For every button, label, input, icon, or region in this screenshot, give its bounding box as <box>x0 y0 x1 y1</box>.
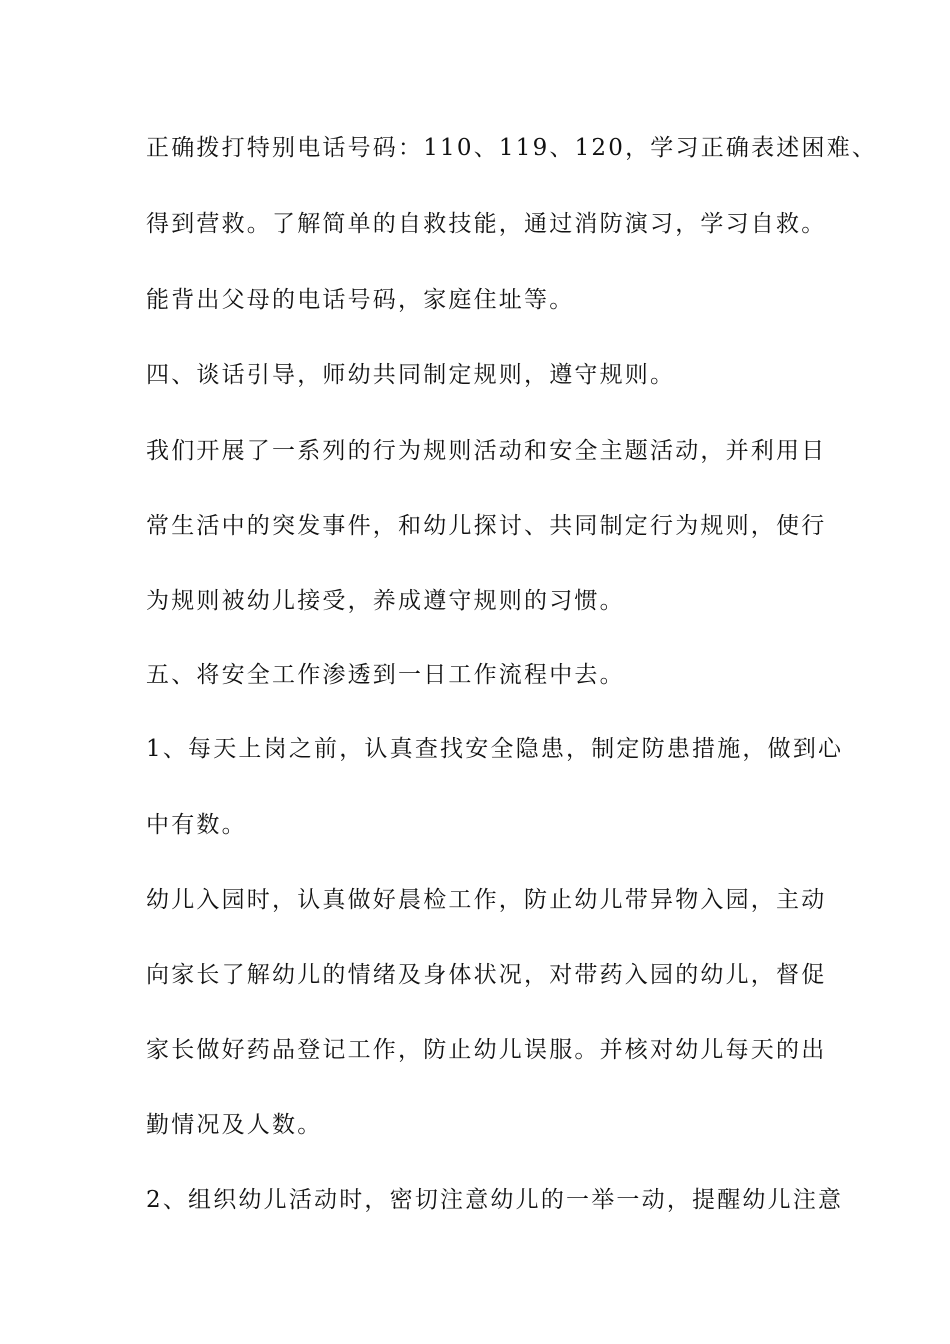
text-line-6: 常生活中的突发事件，和幼儿探讨、共同制定行为规则，使行 <box>146 513 827 539</box>
text-line-2: 得到营救。了解简单的自救技能，通过消防演习，学习自救。 <box>146 211 827 237</box>
text-line-3: 能背出父母的电话号码，家庭住址等。 <box>146 287 575 313</box>
section-heading-5: 五、将安全工作渗透到一日工作流程中去。 <box>146 662 625 688</box>
text-line-15: 2、组织幼儿活动时，密切注意幼儿的一举一动，提醒幼儿注意 <box>146 1187 844 1213</box>
text-line-1: 正确拨打特别电话号码：110、119、120，学习正确表述困难、 <box>146 135 878 161</box>
text-line-9: 1、每天上岗之前，认真查找安全隐患，制定防患措施，做到心 <box>146 736 844 762</box>
text-line-12: 向家长了解幼儿的情绪及身体状况，对带药入园的幼儿，督促 <box>146 962 827 988</box>
text-line-13: 家长做好药品登记工作，防止幼儿误服。并核对幼儿每天的出 <box>146 1037 827 1063</box>
text-line-7: 为规则被幼儿接受，养成遵守规则的习惯。 <box>146 588 625 614</box>
text-line-14: 勤情况及人数。 <box>146 1112 323 1138</box>
text-line-11: 幼儿入园时，认真做好晨检工作，防止幼儿带异物入园，主动 <box>146 887 827 913</box>
text-line-10: 中有数。 <box>146 812 247 838</box>
text-line-5: 我们开展了一系列的行为规则活动和安全主题活动，并利用日 <box>146 438 827 464</box>
section-heading-4: 四、谈话引导，师幼共同制定规则，遵守规则。 <box>146 362 676 388</box>
